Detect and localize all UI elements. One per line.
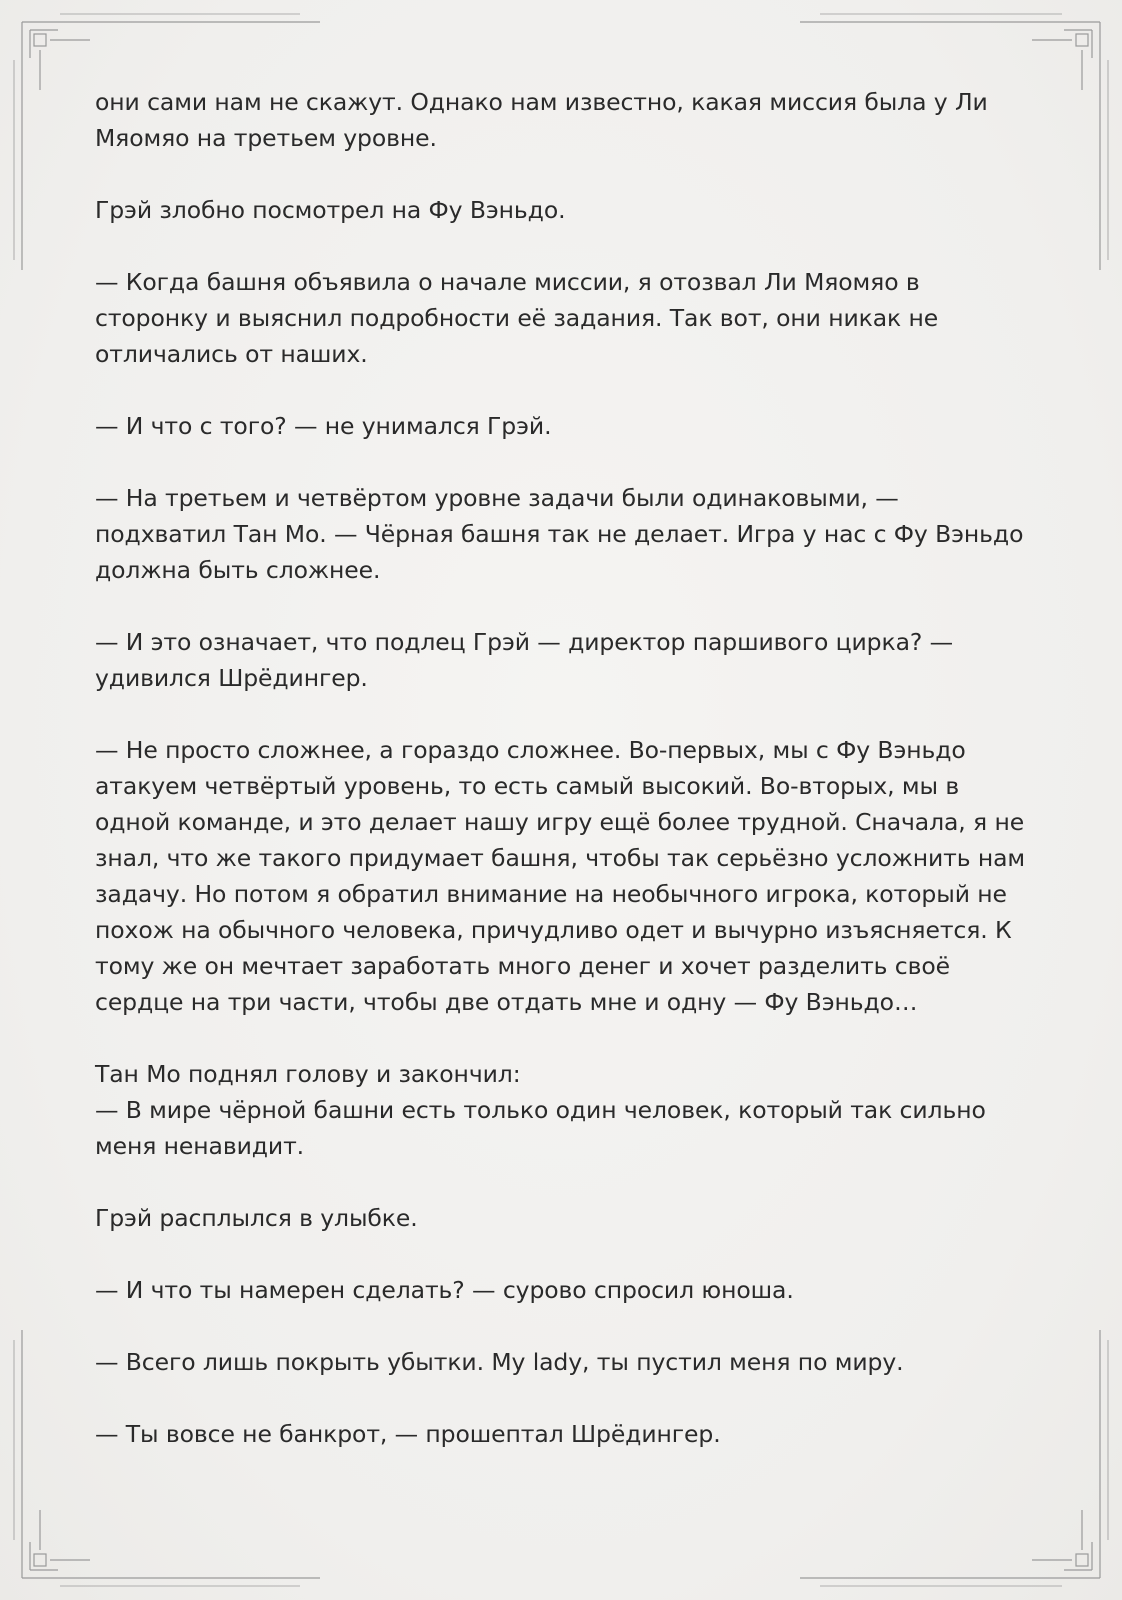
paragraph: Грэй расплылся в улыбке. [95, 1204, 418, 1232]
body-text [95, 84, 1035, 1488]
paragraph: — Когда башня объявила о начале миссии, я отозвал Ли Мяомяо в сторонку и выяснил подробности её задания. Так вот, они никак не отличались от наших. [95, 268, 939, 368]
paragraph: — Не просто сложнее, а гораздо сложнее. Во-первых, мы с Фу Вэньдо атакуем четвёртый уровень, то есть самый высокий. Во-вторых, мы в одной команде, и это делает нашу игру ещё более трудной. Сначала, я не знал, что же такого придумает башня, чтобы так серьёзно усложнить нам задачу. Но потом я обратил внимание на необычного игрока, который не похож на обычного человека, причудливо одет и вычурно изъясняется. К тому же он мечтает заработать много денег и хочет разделить своё сердце на три части, чтобы две отдать мне и одну — Фу Вэньдо… [95, 736, 1026, 1016]
paragraph: — И что ты намерен сделать? — сурово спросил юноша. [95, 1276, 794, 1304]
paragraph: — В мире чёрной башни есть только один человек, который так сильно меня ненавидит. [95, 1096, 986, 1160]
paragraph: Тан Мо поднял голову и закончил: [95, 1060, 521, 1088]
paragraph: — И это означает, что подлец Грэй — директор паршивого цирка? — удивился Шрёдингер. [95, 628, 954, 692]
paragraph: — Ты вовсе не банкрот, — прошептал Шрёдингер. [95, 1420, 721, 1448]
paragraph: — Всего лишь покрыть убытки. My lady, ты пустил меня по миру. [95, 1348, 904, 1376]
paragraph: — На третьем и четвёртом уровне задачи были одинаковыми, — подхватил Тан Мо. — Чёрная башня так не делает. Игра у нас с Фу Вэньдо должна быть сложнее. [95, 484, 1024, 584]
paragraph: — И что с того? — не унимался Грэй. [95, 412, 552, 440]
paragraph: Грэй злобно посмотрел на Фу Вэньдо. [95, 196, 566, 224]
paragraph: они сами нам не скажут. Однако нам известно, какая миссия была у Ли Мяомяо на третьем уровне. [95, 88, 988, 152]
